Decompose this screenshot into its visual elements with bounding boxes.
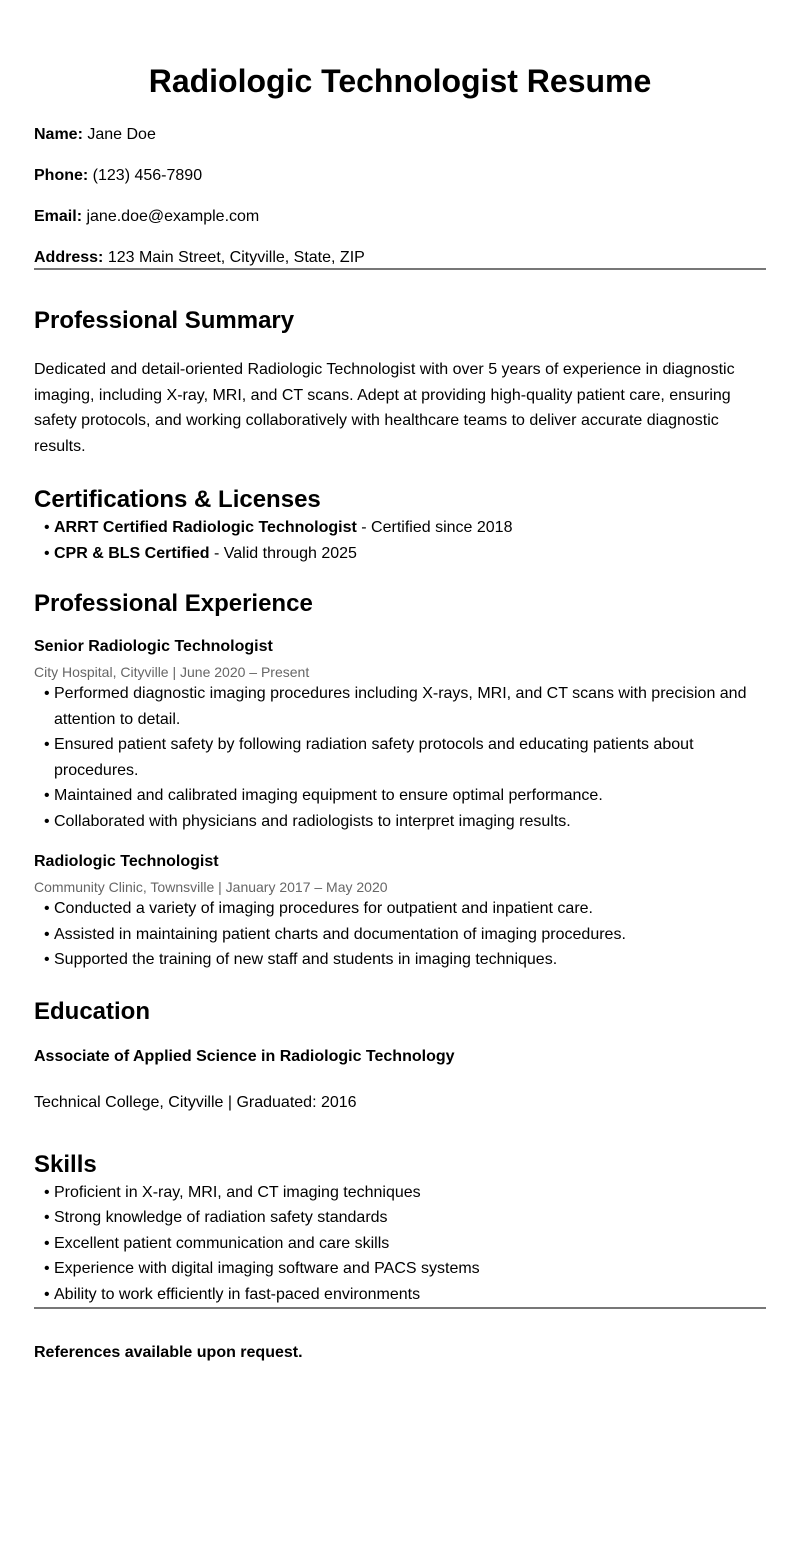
address-label: Address: bbox=[34, 249, 104, 266]
job-meta: Community Clinic, Townsville | January 2017 – May 2020 bbox=[34, 879, 388, 895]
skills-list bbox=[34, 1180, 766, 1308]
certification-name: CPR & BLS Certified bbox=[54, 544, 210, 562]
page-title: Radiologic Technologist Resume bbox=[148, 63, 652, 99]
skills-heading: Skills bbox=[34, 1150, 97, 1178]
certifications-list bbox=[34, 515, 766, 566]
phone-label: Phone: bbox=[34, 167, 89, 184]
list-item: • Ability to work efficiently in fast-paced environments bbox=[44, 1282, 766, 1308]
list-item: • Experience with digital imaging software and PACS systems bbox=[44, 1256, 766, 1282]
summary-heading: Professional Summary bbox=[34, 307, 295, 334]
certification-name: ARRT Certified Radiologic Technologist bbox=[54, 519, 357, 536]
job-meta: City Hospital, Cityville | June 2020 – Present bbox=[34, 664, 310, 680]
list-item: • Excellent patient communication and care skills bbox=[44, 1231, 766, 1257]
job-entry bbox=[34, 637, 766, 834]
contact-info bbox=[34, 125, 766, 268]
experience-heading: Professional Experience bbox=[34, 590, 313, 617]
summary-text: Dedicated and detail-oriented Radiologic Technologist with over 5 years of experience in diagnostic imaging, including X-ray, MRI, and CT scans. Adept at providing high-quality patient care, ensuring safety protocols, and working collaboratively with healthcare teams to deliver accurate diagnostic results. bbox=[34, 361, 735, 455]
divider bbox=[34, 1307, 766, 1309]
contact-name bbox=[34, 125, 766, 145]
list-item: • Collaborated with physicians and radiologists to interpret imaging results. bbox=[44, 809, 766, 835]
list-item: • Performed diagnostic imaging procedures including X-rays, MRI, and CT scans with precision and attention to detail. bbox=[44, 681, 766, 732]
certifications-heading: Certifications & Licenses bbox=[34, 486, 321, 513]
email-value: jane.doe@example.com bbox=[86, 208, 260, 225]
list-item: • Proficient in X-ray, MRI, and CT imaging techniques bbox=[44, 1180, 766, 1206]
job-bullets bbox=[34, 681, 766, 834]
job-title: Senior Radiologic Technologist bbox=[34, 638, 273, 655]
degree-title: Associate of Applied Science in Radiologic Technology bbox=[34, 1047, 455, 1065]
list-item: • Supported the training of new staff and students in imaging techniques. bbox=[44, 947, 766, 973]
contact-address bbox=[34, 248, 766, 268]
job-bullets bbox=[34, 896, 766, 973]
job-title: Radiologic Technologist bbox=[34, 853, 219, 870]
certification-detail: - Certified since 2018 bbox=[356, 519, 513, 536]
education-meta: Technical College, Cityville | Graduated: 2016 bbox=[34, 1093, 357, 1111]
address-value: 123 Main Street, Cityville, State, ZIP bbox=[107, 249, 365, 266]
contact-email bbox=[34, 207, 766, 227]
education-heading: Education bbox=[34, 997, 151, 1025]
certification-detail: - Valid through 2025 bbox=[209, 544, 357, 562]
list-item: • Maintained and calibrated imaging equipment to ensure optimal performance. bbox=[44, 783, 766, 809]
phone-value: (123) 456-7890 bbox=[92, 167, 203, 184]
name-label: Name: bbox=[34, 126, 83, 143]
list-item: • Assisted in maintaining patient charts and documentation of imaging procedures. bbox=[44, 922, 766, 948]
list-item: • Strong knowledge of radiation safety standards bbox=[44, 1205, 766, 1231]
name-value: Jane Doe bbox=[87, 126, 156, 143]
list-item: • Conducted a variety of imaging procedures for outpatient and inpatient care. bbox=[44, 896, 766, 922]
job-entry bbox=[34, 852, 766, 973]
list-item bbox=[44, 515, 766, 541]
email-label: Email: bbox=[34, 208, 83, 225]
contact-phone bbox=[34, 166, 766, 186]
divider bbox=[34, 268, 766, 270]
list-item: • Ensured patient safety by following radiation safety protocols and educating patients about procedures. bbox=[44, 732, 766, 783]
references-note: References available upon request. bbox=[34, 1344, 303, 1361]
list-item bbox=[44, 541, 766, 567]
